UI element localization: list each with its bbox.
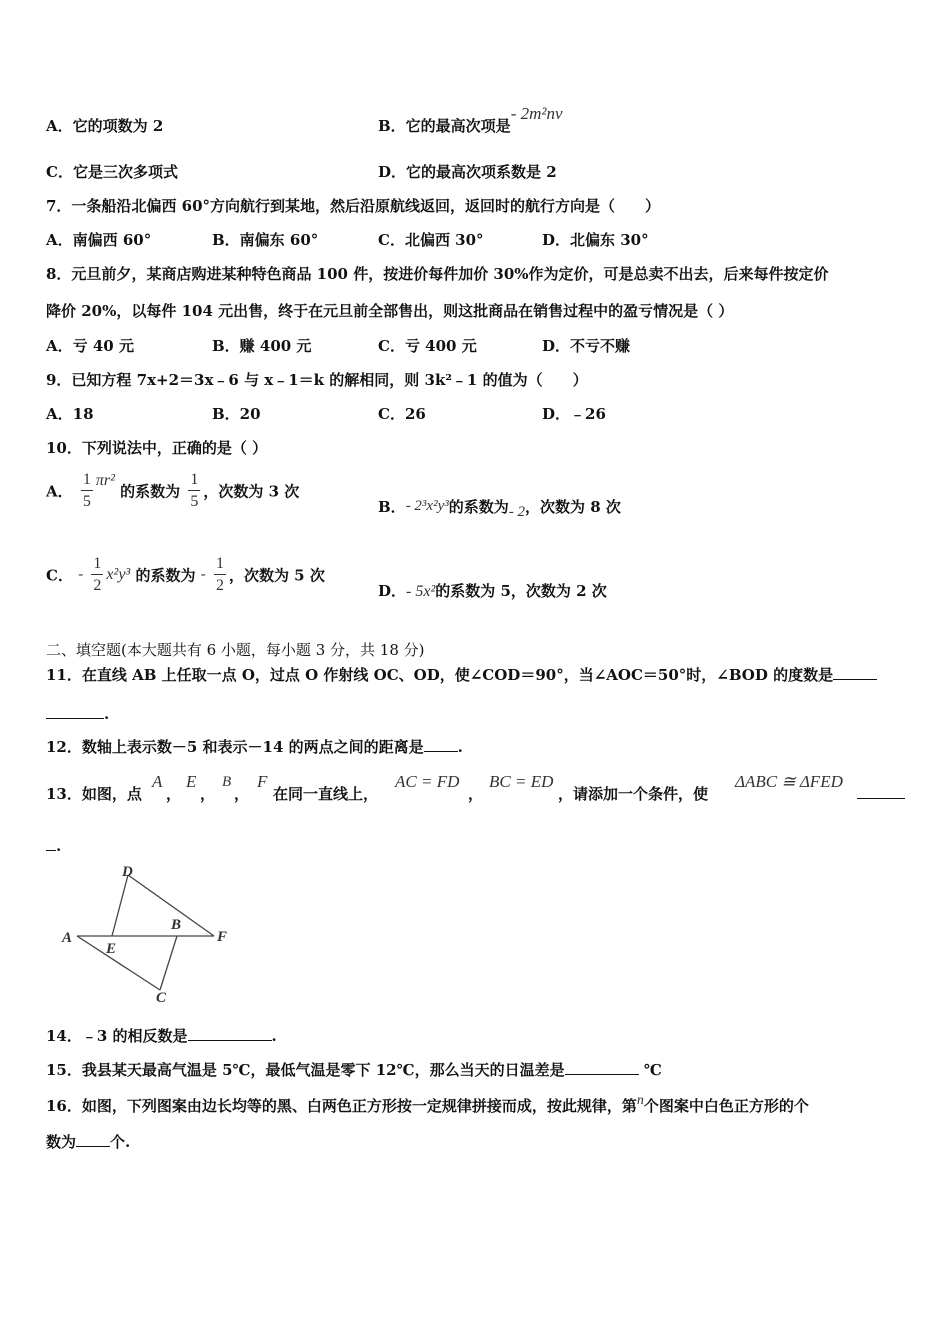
q8-option-c: C．亏 400 元	[378, 337, 477, 355]
q10-option-a-label: A．	[46, 482, 73, 501]
q13-point-f: F	[257, 772, 268, 791]
q11-continuation	[46, 704, 109, 724]
q11-stem-text: 11．在直线 AB 上任取一点 O，过点 O 作射线 OC、OD，使∠COD＝90°，当∠AOC＝50°时，∠BOD 的度数是	[46, 666, 834, 684]
q15-stem-text: 15．我县某天最高气温是 5℃，最低气温是零下 12℃，那么当天的日温差是	[46, 1061, 565, 1079]
q8-option-d: D．不亏不赚	[542, 337, 631, 355]
q10-option-a-fraction	[81, 472, 93, 510]
q10-option-a-coef-num: 1	[188, 472, 200, 491]
q10-option-a-end: ，次数为 3 次	[203, 482, 300, 501]
q10-option-d-math: - 5x²	[406, 583, 436, 600]
q14-stem	[46, 1026, 277, 1046]
q12-tail: .	[457, 738, 463, 756]
q8-stem-line2: 降价 20%，以每件 104 元出售，终于在元旦前全部售出，则这批商品在销售过程中的盈亏情况是（ ）	[46, 302, 734, 320]
q7-stem: 7．一条船沿北偏西 60°方向航行到某地，然后沿原航线返回，返回时的航行方向是（ ）	[46, 197, 661, 215]
q13-stem: 13．如图，点	[46, 785, 142, 803]
q6-option-b-math: - 2m²nv	[510, 104, 563, 123]
q10-option-d-end: 的系数为 5，次数为 2 次	[435, 582, 607, 600]
q13-comma-1: ，	[166, 785, 182, 803]
figure-label-a: A	[62, 930, 73, 946]
q10-option-c-frac-num: 1	[91, 556, 103, 575]
q14-tail: .	[271, 1027, 277, 1045]
q10-option-d-label: D．	[378, 582, 407, 600]
q16-stem-line2	[46, 1132, 130, 1152]
q12-stem-text: 12．数轴上表示数－5 和表示－14 的两点之间的距离是	[46, 738, 424, 756]
q7-option-c: C．北偏西 30°	[378, 231, 484, 249]
q10-option-a-frac-den: 5	[82, 493, 91, 510]
q15-stem	[46, 1060, 662, 1080]
q12-answer-blank[interactable]	[424, 737, 458, 752]
q7-option-a: A．南偏西 60°	[46, 231, 152, 249]
q10-option-c-mid: 的系数为	[135, 566, 196, 585]
q10-option-a-var: πr²	[95, 472, 115, 489]
q12-stem	[46, 737, 463, 757]
q16-stem-text-2: 数为	[46, 1133, 77, 1151]
q6-option-c: C．它是三次多项式	[46, 163, 178, 181]
q6-option-a: A．它的项数为 2	[46, 117, 164, 135]
q8-stem-line1: 8．元旦前夕，某商店购进某种特色商品 100 件，按进价每件加价 30%作为定价，可是总卖不出去，后来每件按定价	[46, 265, 829, 283]
q10-option-b	[378, 497, 621, 518]
q16-stem-line1	[46, 1093, 809, 1118]
q11-answer-blank-2[interactable]	[46, 704, 104, 719]
q13-equation-1: AC = FD	[395, 772, 460, 791]
q10-option-a-coef-den: 5	[190, 493, 199, 510]
figure-label-e: E	[106, 941, 117, 957]
q13-comma-4: ，	[468, 785, 484, 803]
q10-option-b-math: - 2³x²y³	[405, 498, 449, 514]
q9-option-c: C．26	[378, 405, 426, 423]
q14-stem-text: 14．﹣3 的相反数是	[46, 1027, 188, 1045]
q10-option-c-neg: -	[78, 566, 84, 583]
segment-ac	[77, 936, 160, 990]
q6-option-b-text: B．它的最高次项是	[378, 117, 511, 135]
q10-option-b-label: B．	[378, 498, 406, 516]
q13-answer-blank-2[interactable]	[46, 836, 56, 851]
q10-option-c-end: ，次数为 5 次	[228, 566, 325, 585]
q9-stem: 9．已知方程 7x+2＝3x﹣6 与 x﹣1＝k 的解相同，则 3k²﹣1 的值为（ ）	[46, 371, 588, 389]
q15-unit: ℃	[643, 1061, 662, 1079]
q10-option-c-coef-den: 2	[215, 577, 224, 594]
q7-option-b: B．南偏东 60°	[212, 231, 319, 249]
q16-stem-text-1: 16．如图，下列图案由边长均等的黑、白两色正方形按一定规律拼接而成，按此规律，第	[46, 1097, 637, 1115]
q13-ask: ，请添加一个条件，使	[558, 785, 709, 803]
q13-tail: .	[56, 837, 62, 855]
q15-answer-blank[interactable]	[565, 1060, 639, 1075]
q10-option-a	[46, 472, 299, 510]
q10-option-c-frac-den: 2	[93, 577, 102, 594]
segment-cb	[160, 936, 177, 990]
figure-label-b: B	[171, 917, 182, 933]
q16-stem-text-1b: 个图案中白色正方形的个	[643, 1097, 809, 1115]
q13-point-a: A	[152, 772, 163, 791]
q8-option-a: A．亏 40 元	[46, 337, 134, 355]
q13-mid: 在同一直线上，	[273, 785, 379, 803]
q9-option-b: B．20	[212, 405, 261, 423]
q10-option-c-var: x²y³	[106, 566, 131, 583]
q11-stem	[46, 665, 877, 685]
q10-option-c-minus: -	[200, 566, 206, 583]
q8-option-b: B．赚 400 元	[212, 337, 312, 355]
q9-option-a: A．18	[46, 405, 94, 423]
q10-option-c-label: C．	[46, 566, 73, 585]
q10-option-c-fraction	[91, 556, 103, 594]
q13-point-b: B	[222, 774, 232, 790]
q10-option-a-frac-num: 1	[81, 472, 93, 491]
q14-answer-blank[interactable]	[188, 1026, 272, 1041]
q13-continuation	[46, 836, 61, 856]
q10-option-c-coef-num: 1	[214, 556, 226, 575]
q10-stem: 10．下列说法中，正确的是（ ）	[46, 439, 268, 457]
q10-option-c	[46, 556, 325, 594]
q13-point-e: E	[186, 772, 197, 791]
q13-comma-3: ，	[234, 785, 250, 803]
q10-option-c-coef-fraction	[214, 556, 226, 594]
section2-heading: 二、填空题(本大题共有 6 小题，每小题 3 分，共 18 分)	[46, 641, 425, 659]
q11-answer-blank-1[interactable]	[833, 665, 877, 680]
q10-option-d	[378, 581, 607, 602]
geometry-figure	[56, 862, 236, 1008]
figure-label-d: D	[122, 864, 133, 880]
figure-label-c: C	[156, 990, 167, 1006]
q10-option-a-coef-fraction	[188, 472, 200, 510]
q10-option-b-mid: 的系数为	[448, 498, 509, 516]
q11-tail: .	[104, 705, 110, 723]
q16-answer-blank[interactable]	[76, 1132, 110, 1147]
q10-option-a-mid: 的系数为	[120, 482, 181, 501]
figure-label-f: F	[217, 929, 228, 945]
q13-equation-2: BC = ED	[489, 772, 554, 791]
q16-stem-text-2b: 个.	[110, 1133, 131, 1151]
q10-option-b-end: ，次数为 8 次	[525, 498, 621, 516]
q13-answer-blank-1[interactable]	[857, 784, 905, 799]
q6-option-b	[378, 104, 563, 136]
q16-variable-n: n	[636, 1093, 644, 1108]
q10-option-b-coef: - 2	[508, 504, 526, 520]
q9-option-d: D．﹣26	[542, 405, 606, 423]
q7-option-d: D．北偏东 30°	[542, 231, 649, 249]
q13-congruence: ΔABC ≅ ΔFED	[735, 772, 843, 791]
segment-de	[112, 875, 128, 936]
q13-comma-2: ，	[200, 785, 216, 803]
q6-option-d: D．它的最高次项系数是 2	[378, 163, 557, 181]
